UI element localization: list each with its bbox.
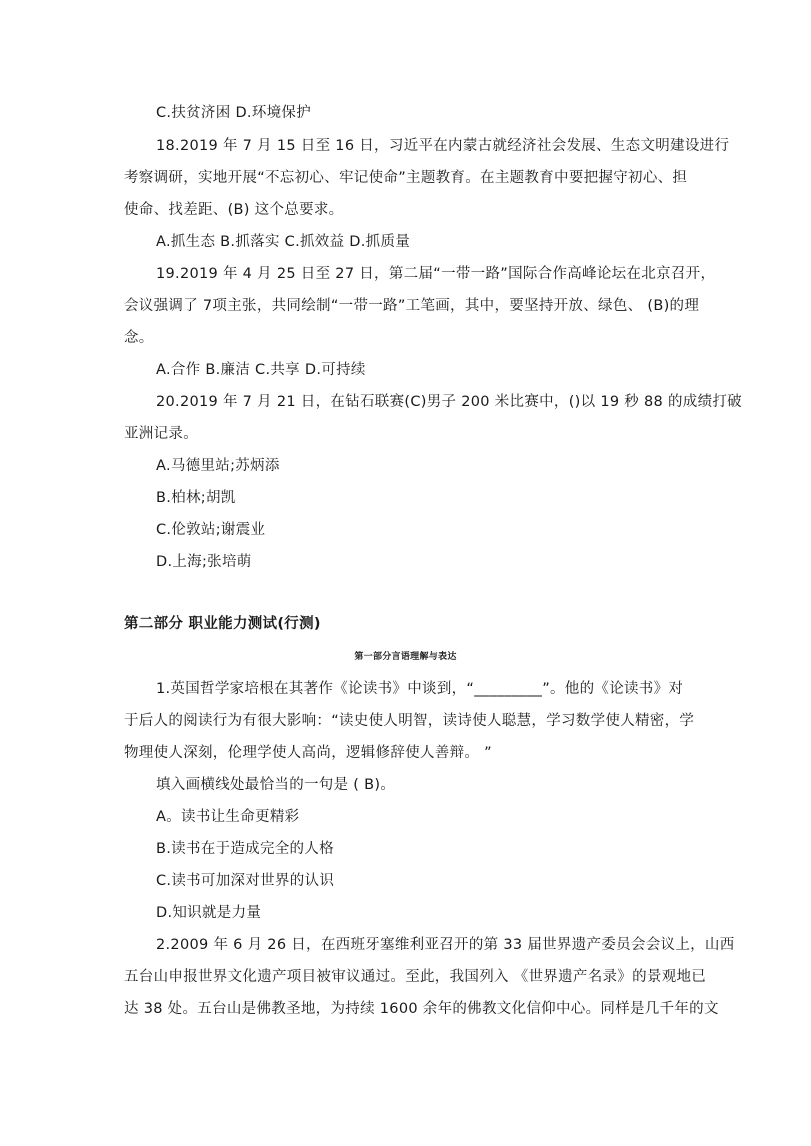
question-1-option-a: A。读书让生命更精彩 [156,809,300,825]
question-2-line-3: 达 38 处。五台山是佛教圣地，为持续 1600 余年的佛教文化信仰中心。同样是几千年的文 [124,1001,719,1017]
question-18-line-2: 考察调研，实地开展“不忘初心、牢记使命”主题教育。在主题教育中要把握守初心、担 [124,170,688,186]
question-18-options: A.抓生态 B.抓落实 C.抓效益 D.抓质量 [156,234,411,250]
question-19-options: A.合作 B.廉洁 C.共享 D.可持续 [156,362,366,378]
option-line: C.扶贫济困 D.环境保护 [156,105,312,121]
subsection-heading: 第一部分言语理解与表达 [354,652,457,662]
section-heading: 第二部分 职业能力测试(行测) [124,616,321,632]
question-2-line-2: 五台山申报世界文化遗产项目被审议通过。至此，我国列入 《世界遗产名录》的景观地已 [124,969,707,985]
question-19-line-2: 会议强调了 7项主张，共同绘制“一带一路”工笔画，其中，要坚持开放、绿色、 (B)的理 [124,298,700,314]
question-20-option-a: A.马德里站;苏炳添 [156,458,280,474]
question-1-option-b: B.读书在于造成完全的人格 [156,841,334,857]
question-1-line-2: 于后人的阅读行为有很大影响：“读史使人明智，读诗使人聪慧，学习数学使人精密，学 [124,713,695,729]
question-1-line-1: 1.英国哲学家培根在其著作《论读书》中谈到，“_________”。他的《论读书》对 [156,681,684,697]
question-20-option-d: D.上海;张培萌 [156,554,252,570]
question-1-line-3: 物理使人深刻，伦理学使人高尚，逻辑修辞使人善辩。 ” [124,745,492,761]
question-20-line-1: 20.2019 年 7 月 21 日，在钻石联赛(C)男子 200 米比赛中，()以 19 秒 88 的成绩打破 [156,394,742,410]
question-18-line-1: 18.2019 年 7 月 15 日至 16 日，习近平在内蒙古就经济社会发展、生态文明建设进行 [156,138,730,154]
question-20-option-b: B.柏林;胡凯 [156,490,236,506]
question-19-line-3: 念。 [124,330,154,346]
question-1-option-d: D.知识就是力量 [156,905,262,921]
question-1-prompt: 填入画横线处最恰当的一句是 ( B)。 [156,777,396,793]
question-20-line-2: 亚洲记录。 [124,426,198,442]
question-2-line-1: 2.2009 年 6 月 26 日，在西班牙塞维利亚召开的第 33 届世界遗产委员会会议上，山西 [156,937,735,953]
question-1-option-c: C.读书可加深对世界的认识 [156,873,335,889]
question-20-option-c: C.伦敦站;谢震业 [156,522,266,538]
question-18-line-3: 使命、找差距、(B) 这个总要求。 [124,202,344,218]
question-19-line-1: 19.2019 年 4 月 25 日至 27 日，第二届“一带一路”国际合作高峰论坛在北京召开， [156,266,716,282]
